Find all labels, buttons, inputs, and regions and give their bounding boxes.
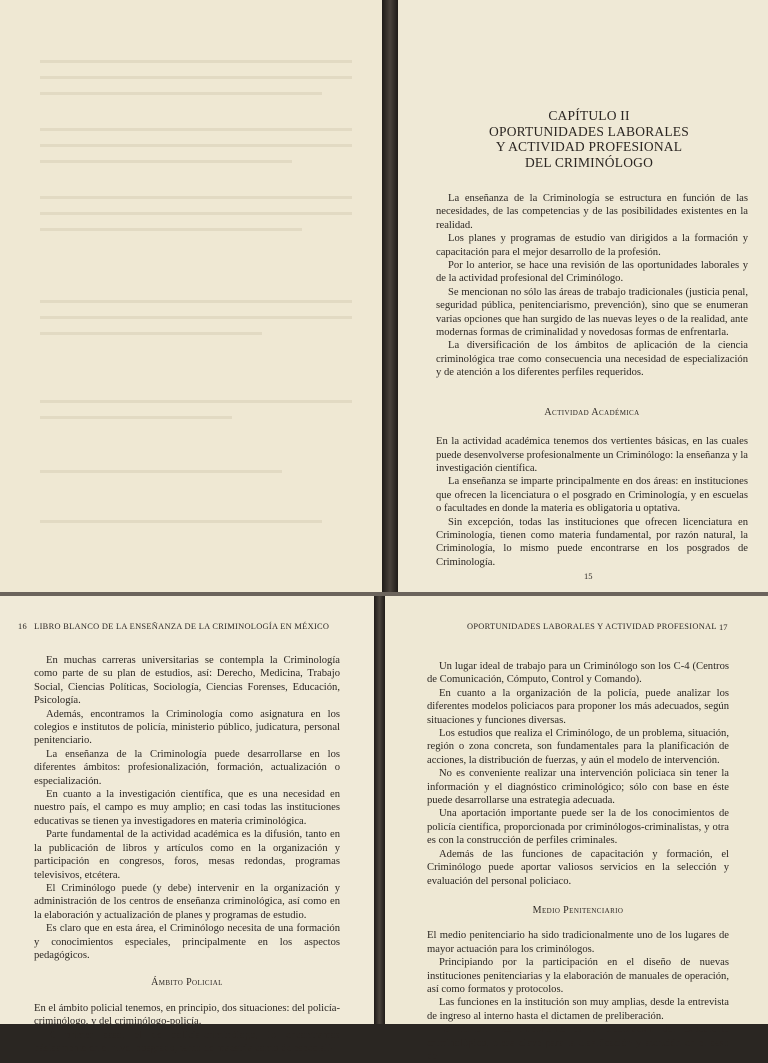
running-head-title: LIBRO BLANCO DE LA ENSEÑANZA DE LA CRIMINOLOGÍA EN MÉXICO bbox=[34, 622, 330, 631]
paragraph: Los estudios que realiza el Criminólogo, de un problema, situación, región o zona concreta, son fundamentales para la planificación de acciones, la distribución de fuerzas, y aún el modelo de intervención. bbox=[427, 728, 729, 766]
page-number: 15 bbox=[584, 571, 593, 581]
page-17-body bbox=[427, 660, 729, 1063]
paragraph: Además de las funciones de capacitación y formación, el Criminólogo puede aportar valiosos servicios en la selección y evaluación del personal policiaco. bbox=[427, 848, 729, 887]
page-number: 16 bbox=[18, 622, 27, 631]
section-heading: Ámbito Policial bbox=[151, 977, 223, 989]
running-head-title: OPORTUNIDADES LABORALES Y ACTIVIDAD PROFESIONAL bbox=[467, 622, 717, 631]
paragraph: Parte fundamental de la actividad académica es la difusión, tanto en la publicación de libros y artículos como en la organización y participación en congresos, foros, mesas redondas, programas televisivos, etcétera. bbox=[34, 829, 340, 881]
page-15-body bbox=[436, 192, 748, 569]
paragraph: Por lo anterior, se hace una revisión de las oportunidades laborales y de la actividad profesional del Criminólogo. bbox=[436, 260, 748, 285]
page-16 bbox=[0, 596, 374, 1054]
book-spine-top bbox=[382, 0, 398, 592]
paragraph: En la actividad académica tenemos dos vertientes básicas, en las cuales puede desenvolverse profesionalmente un Criminólogo: la enseñanza y la investigación científica. bbox=[436, 436, 748, 474]
paragraph: No es conveniente realizar una intervención policiaca sin tener la información y el diagnóstico criminológico; sólo con base en éste puede desarrollarse una estrategia adecuada. bbox=[427, 768, 729, 807]
paragraph: Los planes y programas de estudio van dirigidos a la formación y capacitación para el mejor desarrollo de la profesión. bbox=[436, 233, 748, 258]
paragraph: La diversificación de los ámbitos de aplicación de la ciencia criminológica trae como consecuencia una necesidad de especialización y de atención a los diferentes perfiles requeridos. bbox=[436, 340, 748, 379]
paragraph: Una aportación importante puede ser la de los conocimientos de policía científica, proporcionada por criminólogos-criminalistas, y otra es con la construcción de perfiles criminales. bbox=[427, 808, 729, 847]
section-heading: Medio Penitenciario bbox=[532, 904, 624, 916]
chapter-title bbox=[454, 108, 724, 170]
section-heading: Actividad Académica bbox=[544, 406, 640, 418]
chapter-title-line-2: Y ACTIVIDAD PROFESIONAL bbox=[495, 139, 683, 154]
paragraph: Sin excepción, todas las instituciones que ofrecen licenciatura en Criminología, tienen como materia fundamental, por razón natural, la Criminología, lo mismo puede encontrarse en los posgrados de Criminología. bbox=[436, 516, 748, 568]
page-17 bbox=[385, 596, 768, 1062]
page-15 bbox=[398, 0, 768, 592]
blank-page-verso bbox=[0, 0, 382, 592]
paragraph: Principiando por la participación en el diseño de nuevas instituciones penitenciarias y la elaboración de manuales de operación, así como formatos y protocolos. bbox=[427, 957, 729, 995]
paragraph: El Criminólogo puede (y debe) intervenir en la organización y administración de los centros de enseñanza criminológica, así como en la elaboración y actualización de planes y programas de estudio. bbox=[34, 882, 340, 921]
paragraph: Se mencionan no sólo las áreas de trabajo tradicionales (justicia penal, seguridad pública, penitenciarismo, prevención), sino que se enumeran varias opciones que han surgido de las nuevas leyes o de la realidad, ante modernas formas de criminalidad y novedosas formas de enfrentarla. bbox=[436, 286, 748, 339]
page-16-body bbox=[34, 654, 340, 1055]
paragraph: En cuanto a la organización de la policía, puede analizar los diferentes modelos policiacos para proponer los más adecuados, según situaciones y funciones diversas. bbox=[427, 687, 729, 726]
paragraph: En el ámbito policial tenemos, en principio, dos situaciones: del policía-criminólogo, y del criminólogo-policía. bbox=[34, 1002, 340, 1028]
paragraph: En cuanto a la investigación científica, que es una necesidad en nuestro país, el campo es muy amplio; en casi todas las instituciones educativas se tienen ya investigadores en materia criminológica. bbox=[34, 789, 340, 827]
paragraph: Un lugar ideal de trabajo para un Criminólogo son los C-4 (Centros de Comunicación, Cómputo, Control y Comando). bbox=[427, 661, 729, 686]
chapter-title-line-3: DEL CRIMINÓLOGO bbox=[524, 154, 654, 170]
paragraph: La enseñanza de la Criminología puede desarrollarse en los diferentes ámbitos: profesionalización, formación, actualización o especialización. bbox=[34, 748, 340, 787]
paragraph: La enseñanza se imparte principalmente en dos áreas: en instituciones que ofrecen la licenciatura o el posgrado en Criminología, y en escuelas o facultades en donde la materia es obligatoria u optativa. bbox=[436, 476, 748, 515]
book-spine-bottom bbox=[374, 596, 385, 1024]
paragraph: Además, encontramos la Criminología como asignatura en los colegios e institutos de policía, ministerio público, judicatura, personal penitenciario. bbox=[34, 708, 340, 747]
paragraph: El primer caso, el de policía-criminólogo, lo encontramos básicamente en el nivel posgrado, tanto de maestría como de especiali- bbox=[34, 1029, 340, 1054]
paragraph: La enseñanza de la Criminología se estructura en función de las necesidades, de las competencias y de las posibilidades existentes en la realidad. bbox=[436, 193, 748, 231]
page-number: 17 bbox=[719, 622, 728, 632]
paragraph: La misión más importante es la elaboración del expediente criminológico, pieza clave para la clasificación y atención en el caso de bbox=[427, 1024, 729, 1062]
chapter-title-line-1: OPORTUNIDADES LABORALES bbox=[489, 123, 689, 139]
chapter-number: CAPÍTULO II bbox=[548, 108, 630, 123]
running-head bbox=[18, 622, 329, 631]
paragraph: El medio penitenciario ha sido tradicionalmente uno de los lugares de mayor actuación para los criminólogos. bbox=[427, 930, 729, 955]
paragraph: Es claro que en esta área, el Criminólogo necesita de una formación y conocimientos especiales, principalmente en los aspectos pedagógicos. bbox=[34, 923, 340, 961]
paragraph: En muchas carreras universitarias se contempla la Criminología como parte de su plan de estudios, así: Derecho, Medicina, Trabajo Social, Ciencias Políticas, Sociología, Ciencias Forenses, Educación, Psicología. bbox=[34, 655, 340, 707]
paragraph: Las funciones en la institución son muy amplias, desde la entrevista de ingreso al interno hasta el dictamen de preliberación. bbox=[427, 997, 729, 1022]
